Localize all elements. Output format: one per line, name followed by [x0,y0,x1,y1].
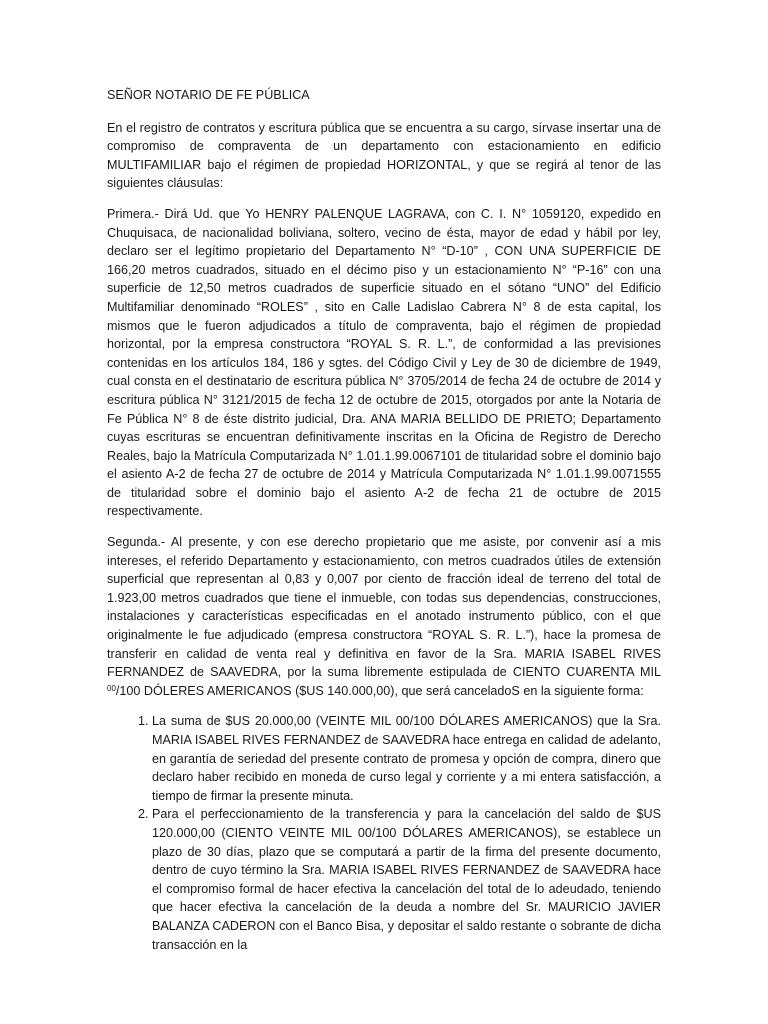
clause-segunda-superscript: 00 [107,683,116,693]
payment-term-item: 2. Para el perfeccionamiento de la transferencia y para la cancelación del saldo de $US 120.000,00 (CIENTO VEINTE MIL 00/100 DÓLARES AMERICANOS), se establece un plazo de 30 días, plazo que se computará a partir de la firma del presente documento, dentro de cuyo término la Sra. MARIA ISABEL RIVES FERNANDEZ de SAAVEDRA hace el compromiso formal de hacer efectiva la cancelación del total de lo adeudado, teniendo que hacer efectiva la cancelación de la deuda a nombre del Sr. MAURICIO JAVIER BALANZA CADERON con el Banco Bisa, y depositar el saldo restante o sobrante de dicha transacción en la [152,805,661,954]
clause-segunda-text-end: /100 DÓLERES AMERICANOS ($US 140.000,00), que será canceladoS en la siguiente forma: [115,683,644,698]
clause-segunda [107,533,661,700]
clause-segunda-text-start: Segunda.- Al presente, y con ese derecho propietario que me asiste, por convenir así a mis intereses, el referido Departamento y estacionamiento, con metros cuadrados útiles de extensión superficial que representan al 0,83 y 0,007 por ciento de fracción ideal de terreno del total de 1.923,00 metros cuadrados que tiene el inmueble, con todas sus dependencias, construcciones, instalaciones y características especificadas en el anotado instrumento público, con el que originalmente le fue adjudicado (empresa constructora “ROYAL S. R. L.”), hace la promesa de transferir en calidad de venta real y definitiva en favor de la Sra. MARIA ISABEL RIVES FERNANDEZ de SAAVEDRA, por la suma libremente estipulada de CIENTO CUARENTA MIL [107,535,661,680]
payment-term-item: 1. La suma de $US 20.000,00 (VEINTE MIL 00/100 DÓLARES AMERICANOS) que la Sra. MARIA ISABEL RIVES FERNANDEZ de SAAVEDRA hace entrega en calidad de adelanto, en garantía de seriedad del presente contrato de promesa y opción de compra, dinero que declaro haber recibido en moneda de curso legal y corriente y a mi entera satisfacción, a tiempo de firmar la presente minuta. [152,712,661,805]
intro-paragraph: En el registro de contratos y escritura pública que se encuentra a su cargo, sírvase insertar una de compromiso de compraventa de un departamento con estacionamiento en edificio MULTIFAMILIAR bajo el régimen de propiedad HORIZONTAL, y que se regirá al tenor de las siguientes cláusulas: [107,120,661,191]
document-heading: SEÑOR NOTARIO DE FE PÚBLICA [107,88,310,102]
clause-primera: Primera.- Dirá Ud. que Yo HENRY PALENQUE LAGRAVA, con C. I. N° 1059120, expedido en Chuquisaca, de nacionalidad boliviana, soltero, vecino de ésta, mayor de edad y hábil por ley, declaro ser el legítimo propietario del Departamento N° “D-10” , CON UNA SUPERFICIE DE 166,20 metros cuadrados, situado en el décimo piso y un estacionamiento N° “P-16” con una superficie de 12,50 metros cuadrados de superficie situado en el sótano “UNO” del Edificio Multifamiliar denominado “ROLES” , sito en Calle Ladislao Cabrera N° 8 de esta capital, los mismos que le fueron adjudicados a título de compraventa, bajo el régimen de propiedad horizontal, por la empresa constructora “ROYAL S. R. L.”, de conformidad a las previsiones contenidas en los artículos 184, 186 y sgtes. del Código Civil y Ley de 30 de diciembre de 1949, cual consta en el destinatario de escritura pública N° 3705/2014 de fecha 24 de octubre de 2014 y escritura pública N° 3121/2015 de fecha 12 de octubre de 2015, otorgados por ante la Notaria de Fe Pública N° 8 de éste distrito judicial, Dra. ANA MARIA BELLIDO DE PRIETO; Departamento cuyas escrituras se encuentran definitivamente inscritas en la Oficina de Registro de Derecho Reales, bajo la Matrícula Computarizada N° 1.01.1.99.0067101 de titularidad sobre el dominio bajo el asiento A-2 de fecha 27 de octubre de 2014 y Matrícula Computarizada N° 1.01.1.99.0071555 de titularidad sobre el dominio bajo el asiento A-2 de fecha 21 de octubre de 2015 respectivamente. [107,206,661,519]
payment-terms-list [107,712,661,954]
document-body [107,86,661,954]
